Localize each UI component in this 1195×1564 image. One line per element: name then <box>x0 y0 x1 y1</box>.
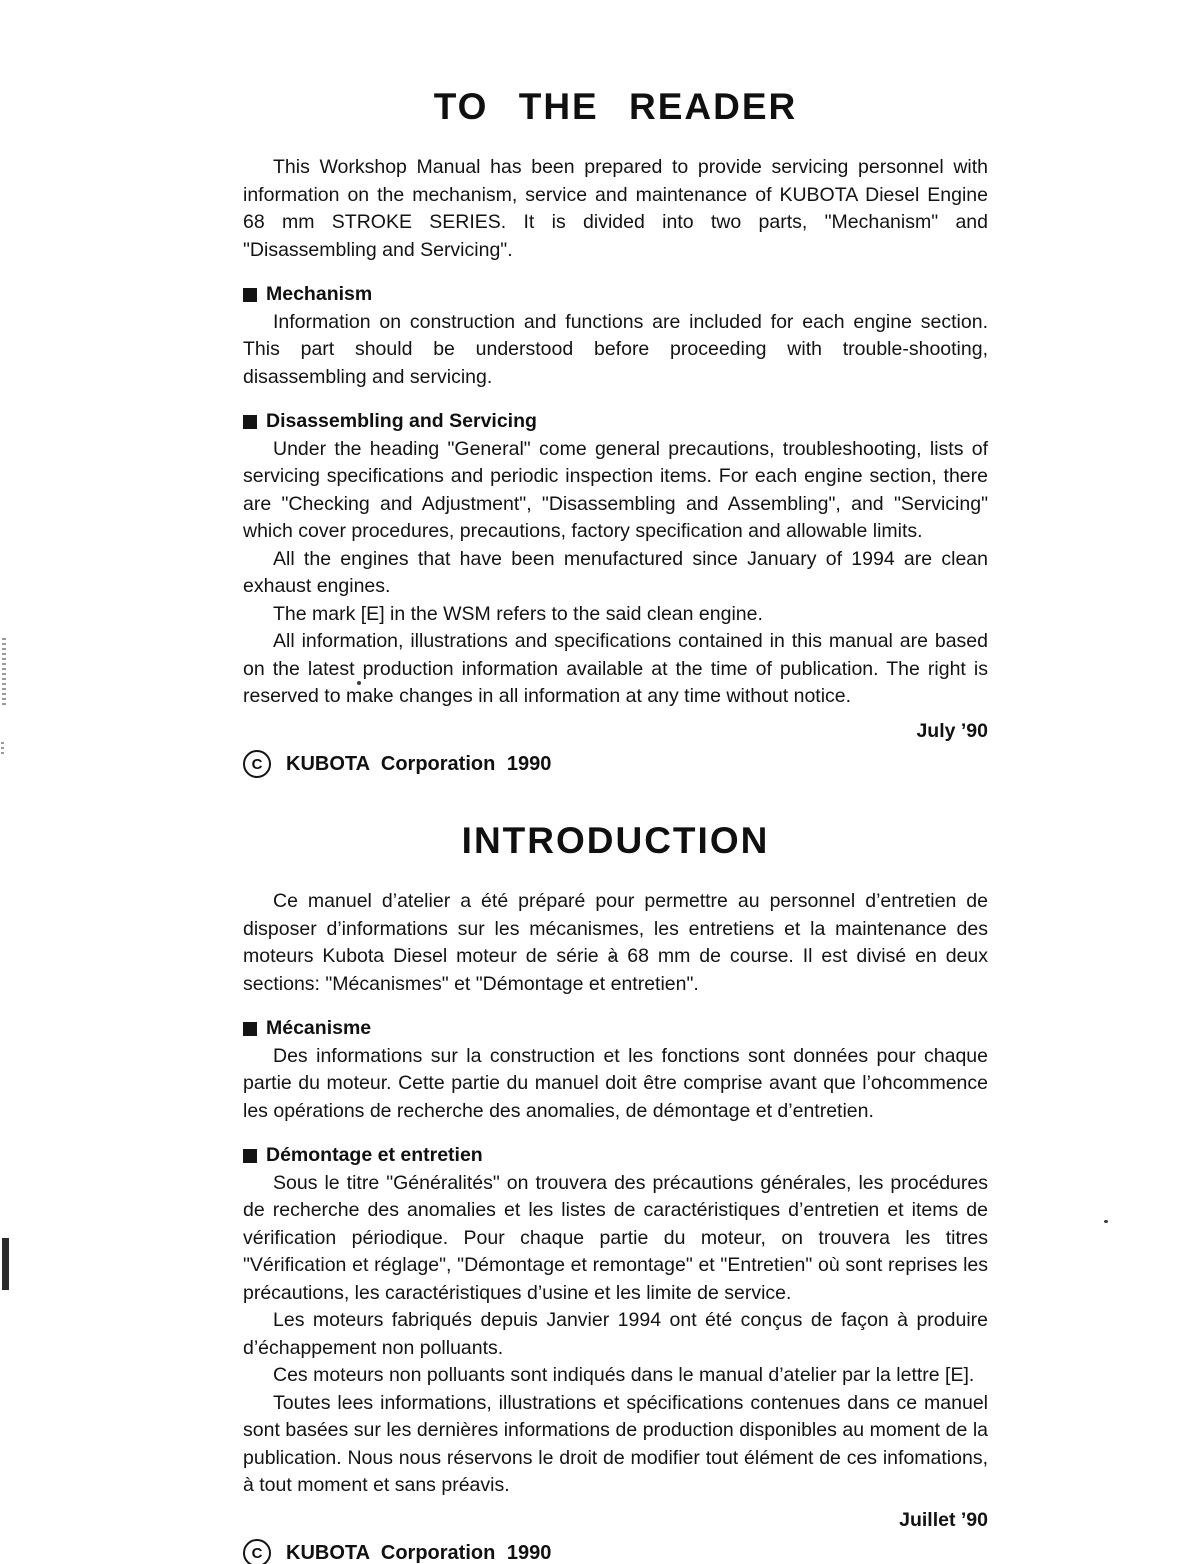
copyright-text: KUBOTA Corporation 1990 <box>286 1541 552 1564</box>
page-title-introduction: INTRODUCTION <box>461 820 770 861</box>
scan-artifact <box>2 1238 9 1290</box>
section-heading-label: Mécanisme <box>266 1017 372 1039</box>
section-heading-label: Disassembling and Servicing <box>266 410 537 432</box>
date-line-english: July ’90 <box>916 719 988 742</box>
section-heading-disassembling <box>243 408 988 436</box>
section-heading-mechanism <box>243 281 988 309</box>
scan-artifact <box>1 742 4 756</box>
paragraph-clean-engines-french-2: Ces moteurs non polluants sont indiqués dans le manual d’atelier par la lettre [E]. <box>273 1364 975 1386</box>
paragraph-mechanism: Information on construction and functions are included for each engine section. This part should be understood before proceeding with trouble-shooting, disassembling and servicing. <box>243 310 988 388</box>
paragraph-clean-engines-2: The mark [E] in the WSM refers to the said clean engine. <box>273 602 763 625</box>
paragraph-disassembling: Under the heading "General" come general precautions, troubleshooting, lists of servicing specifications and periodic inspection items. For each engine section, there are "Checking and Adjustment", "Disassembling and Assembling", and "Servicing" which cover procedures, precautions, factory specification and allowable limits. <box>243 437 988 542</box>
section-heading-label: Mechanism <box>266 283 373 305</box>
section-marker-icon <box>243 1022 257 1036</box>
date-line-french: Juillet ’90 <box>899 1508 988 1531</box>
copyright-line-english <box>243 750 988 778</box>
page-title-to-the-reader: TO THE READER <box>433 86 798 127</box>
text-column <box>243 86 988 1564</box>
paragraph-clean-engines-french-1: Les moteurs fabriqués depuis Janvier 1994 ont été conçus de façon à produire d’échappement non polluants. <box>243 1309 988 1359</box>
paragraph-mecanisme: Des informations sur la construction et les fonctions sont données pour chaque partie du moteur. Cette partie du manuel doit être comprise avant que l’oncommence les opérations de recherche des anomalies, de démontage et d’entretien. <box>243 1044 988 1122</box>
copyright-icon: C <box>243 750 271 778</box>
paragraph-intro-french: Ce manuel d’atelier a été préparé pour permettre au personnel d’entretien de disposer d’informations sur les mécanismes, les entretiens et la maintenance des moteurs Kubota Diesel moteur de série à 68 mm de course. Il est divisé en deux sections: "Mécanismes" et "Démontage et entretien". <box>243 890 988 995</box>
paragraph-demontage: Sous le titre "Généralités" on trouvera des précautions générales, les procédures de recherche des anomalies et les listes de caractéristiques d’entretien et items de vérification périodique. Pour chaque partie du moteur, on trouvera les titres "Vérification et réglage", "Démontage et remontage" et "Entretien" où sont reprises les précautions, les caractéristiques d’usine et les limite de service. <box>243 1171 988 1304</box>
section-marker-icon <box>243 288 257 302</box>
section-heading-label: Démontage et entretien <box>266 1144 483 1166</box>
paragraph-legal-notice-french: Toutes lees informations, illustrations et spécifications contenues dans ce manuel sont basées sur les dernières informations de production disponibles au moment de la publication. Nous nous réservons le droit de modifier tout élément de ces infomations, à tout moment et sans préavis. <box>243 1391 988 1496</box>
section-marker-icon <box>243 415 257 429</box>
section-heading-mecanisme <box>243 1015 988 1043</box>
copyright-icon: C <box>243 1539 271 1564</box>
section-marker-icon <box>243 1149 257 1163</box>
copyright-text: KUBOTA Corporation 1990 <box>286 752 552 775</box>
copyright-line-french <box>243 1539 988 1564</box>
paragraph-intro: This Workshop Manual has been prepared to provide servicing personnel with information on the mechanism, service and maintenance of KUBOTA Diesel Engine 68 mm STROKE SERIES. It is divided into two parts, "Mechanism" and "Disassembling and Servicing". <box>243 156 988 261</box>
scan-artifact <box>1104 1220 1108 1223</box>
section-heading-demontage <box>243 1142 988 1170</box>
paragraph-clean-engines-1: All the engines that have been menufactured since January of 1994 are clean exhaust engines. <box>243 547 988 597</box>
scan-artifact <box>2 638 6 708</box>
paragraph-legal-notice: All information, illustrations and specifications contained in this manual are based on the latest production information available at the time of publication. The right is reserved to make changes in all information at any time without notice. <box>243 630 988 707</box>
